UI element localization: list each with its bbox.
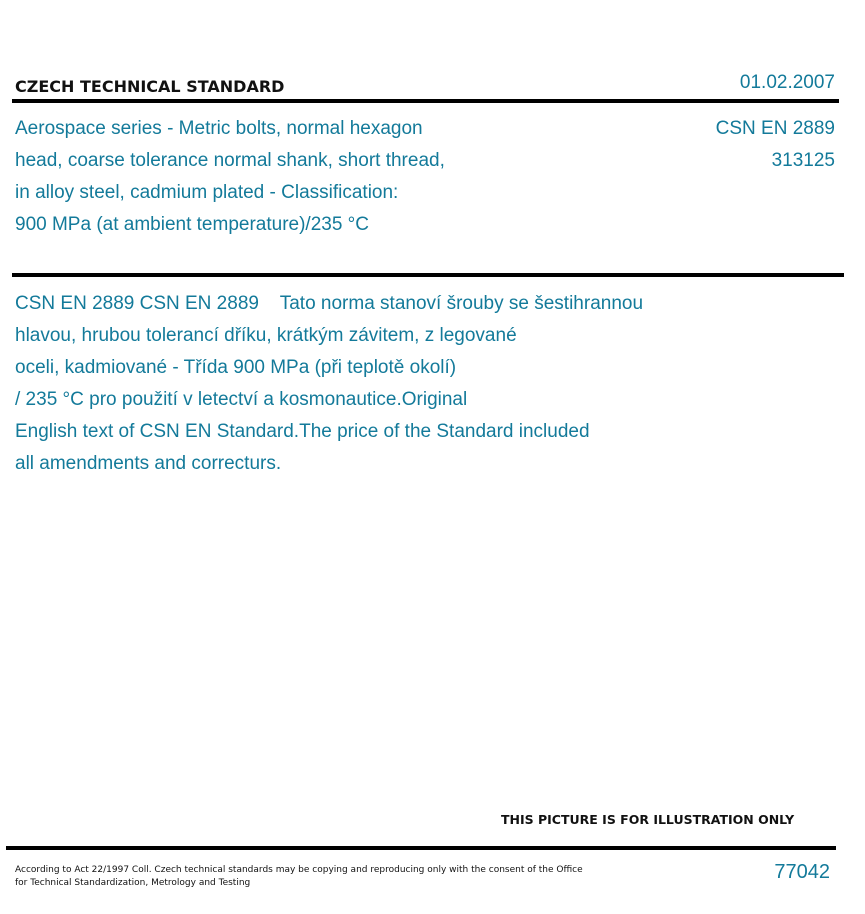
description-line: / 235 °C pro použití v letectví a kosmonautice.Original: [15, 389, 468, 410]
catalog-number: 313125: [771, 150, 835, 171]
description-line: oceli, kadmiované - Třída 900 MPa (při teplotě okolí): [15, 357, 457, 378]
header-divider: [12, 99, 839, 103]
standard-title-line: 900 MPa (at ambient temperature)/235 °C: [15, 214, 369, 235]
standard-title-line: Aerospace series - Metric bolts, normal hexagon: [15, 118, 423, 139]
standard-title-line: in alloy steel, cadmium plated - Classification:: [15, 182, 399, 203]
standard-description: [15, 288, 835, 480]
publication-date: 01.02.2007: [739, 72, 835, 93]
description-line: CSN EN 2889 CSN EN 2889 Tato norma stanoví šrouby se šestihrannou: [15, 293, 644, 314]
standard-title-line: head, coarse tolerance normal shank, short thread,: [15, 150, 445, 171]
legal-note-line: According to Act 22/1997 Coll. Czech technical standards may be copying and reproducing only with the consent of the Office: [15, 865, 583, 875]
description-line: English text of CSN EN Standard.The price of the Standard included: [15, 421, 590, 442]
illustration-notice: THIS PICTURE IS FOR ILLUSTRATION ONLY: [501, 812, 795, 827]
footer-divider: [6, 846, 836, 850]
legal-note: [15, 864, 615, 890]
description-line: hlavou, hrubou tolerancí dříku, krátkým závitem, z legované: [15, 325, 517, 346]
footer-code: 77042: [774, 861, 830, 883]
standard-code: CSN EN 2889: [715, 118, 835, 139]
standard-title: [15, 113, 555, 241]
legal-note-line: for Technical Standardization, Metrology and Testing: [15, 878, 251, 888]
description-line: all amendments and correcturs.: [15, 453, 282, 474]
section-divider: [12, 273, 844, 277]
document-type-title: CZECH TECHNICAL STANDARD: [15, 77, 285, 96]
standard-identifiers: [716, 113, 835, 177]
